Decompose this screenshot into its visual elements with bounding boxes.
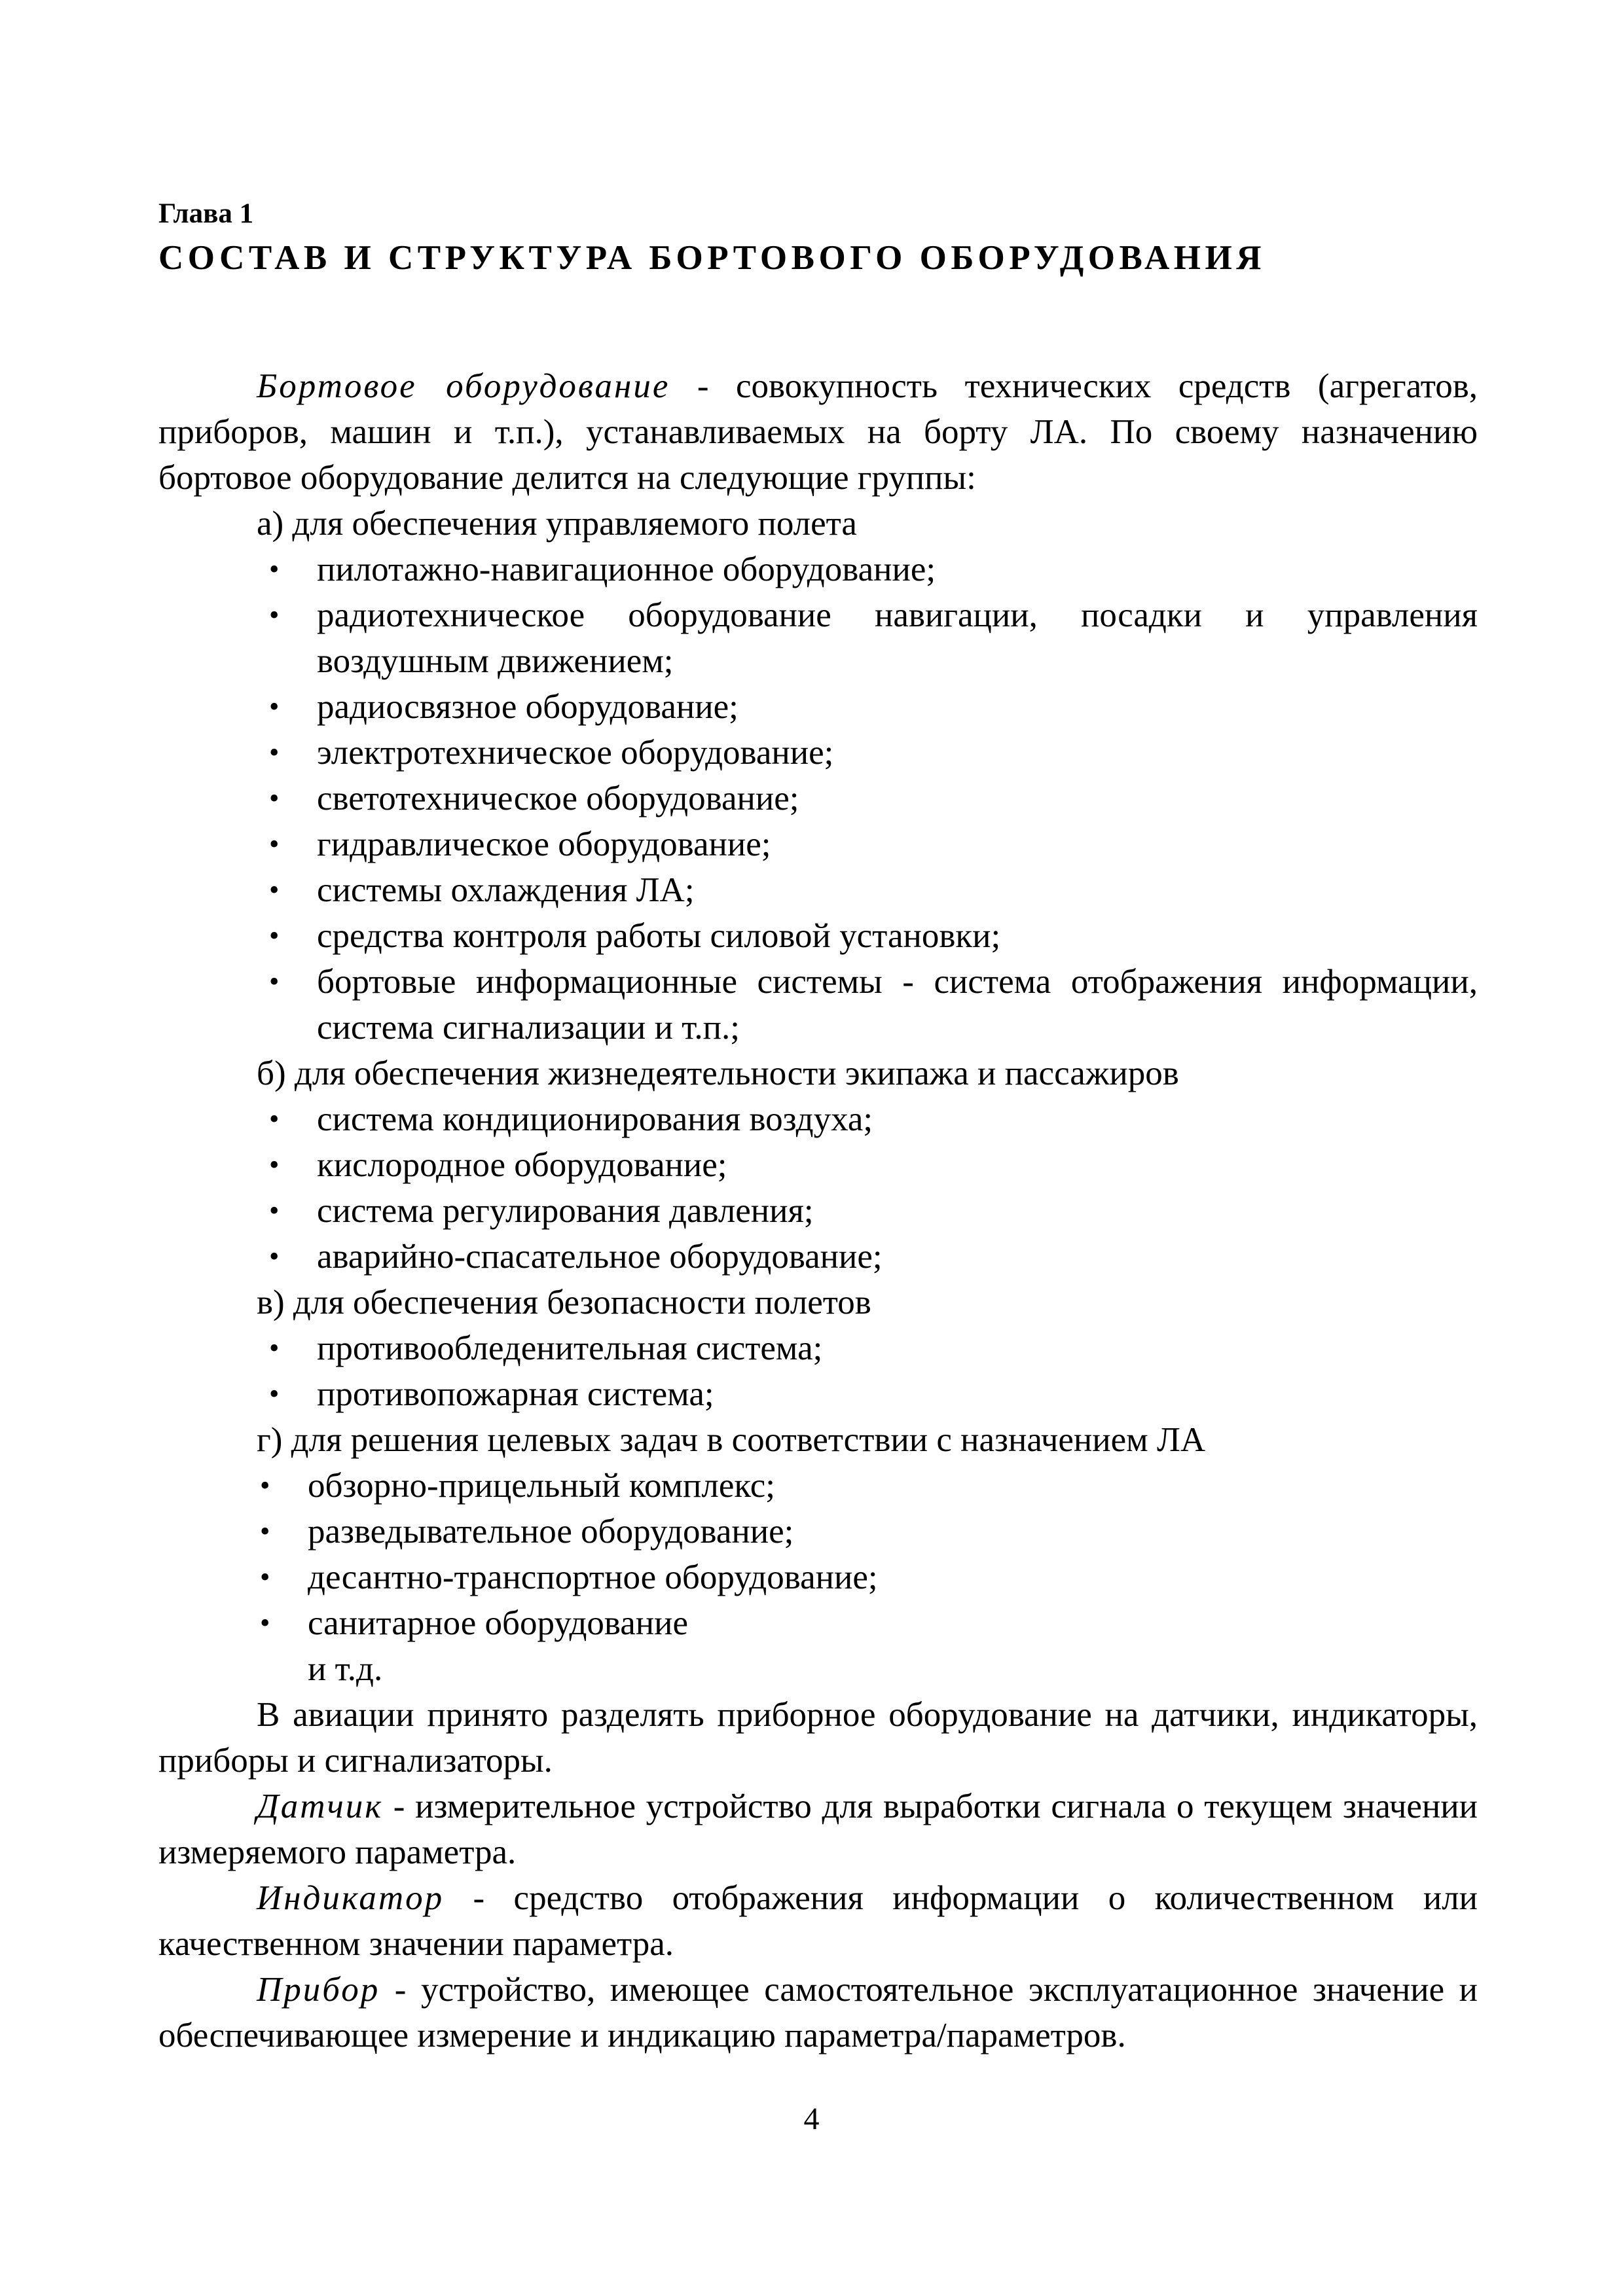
bullet-list (158, 1463, 1478, 1646)
list-item: • системы охлаждения ЛА; (317, 867, 1478, 913)
list-item: • бортовые информационные системы - система отображения информации, система сигнализации и т.п.; (317, 959, 1478, 1050)
list-item: • радиотехническое оборудование навигации, посадки и управления воздушным движением; (317, 592, 1478, 684)
definition-term: Прибор (257, 1971, 380, 2009)
bullet-icon: • (269, 1103, 280, 1135)
list-item: • санитарное оборудование (308, 1600, 1478, 1646)
list-item: • светотехническое оборудование; (317, 776, 1478, 821)
list-item: • радиосвязное оборудование; (317, 684, 1478, 730)
bullet-icon: • (269, 1240, 280, 1272)
definition-text: - средство отображения информации о количественном или качественном значении параметра. (158, 1879, 1478, 1963)
bullet-list (158, 1325, 1478, 1417)
definition-sensor (158, 1784, 1478, 1875)
bullet-icon: • (269, 1378, 280, 1410)
list-item: • аварийно-спасательное оборудование; (317, 1234, 1478, 1280)
aviation-paragraph: В авиации принято разделять приборное оборудование на датчики, индикаторы, приборы и сигнализаторы. (158, 1696, 1478, 1780)
bullet-icon: • (269, 691, 280, 723)
list-item: • электротехническое оборудование; (317, 730, 1478, 776)
bullet-icon: • (260, 1469, 270, 1501)
list-item: • разведывательное оборудование; (308, 1509, 1478, 1554)
definition-term: Датчик (257, 1787, 384, 1825)
definition-instrument (158, 1967, 1478, 2058)
bullet-icon: • (260, 1561, 270, 1593)
chapter-title: СОСТАВ И СТРУКТУРА БОРТОВОГО ОБОРУДОВАНИЯ (158, 239, 1266, 277)
group-heading: б) для обеспечения жизнедеятельности экипажа и пассажиров (257, 1054, 1179, 1092)
bullet-icon: • (269, 874, 280, 906)
bullet-list (158, 547, 1478, 1050)
bullet-icon: • (269, 828, 280, 860)
bullet-icon: • (260, 1515, 270, 1547)
bullet-icon: • (269, 920, 280, 952)
group-heading: г) для решения целевых задач в соответствии с назначением ЛА (257, 1421, 1206, 1459)
bullet-icon: • (269, 599, 280, 631)
etc-text: и т.д. (308, 1650, 383, 1688)
list-item: • противообледенительная система; (317, 1325, 1478, 1371)
bullet-icon: • (269, 553, 280, 585)
definition-text: - устройство, имеющее самостоятельное эксплуатационное значение и обеспечивающее измерение и индикацию параметра/параметров. (158, 1971, 1478, 2054)
intro-paragraph (158, 363, 1478, 501)
bullet-icon: • (269, 965, 280, 997)
list-item: • противопожарная система; (317, 1371, 1478, 1417)
chapter-label: Глава 1 (158, 198, 254, 229)
list-item: • обзорно-прицельный комплекс; (308, 1463, 1478, 1509)
group-heading: в) для обеспечения безопасности полетов (257, 1283, 871, 1321)
definition-indicator (158, 1875, 1478, 1967)
bullet-icon: • (269, 736, 280, 768)
bullet-icon: • (269, 1194, 280, 1227)
list-item: • гидравлическое оборудование; (317, 821, 1478, 867)
definition-term: Индикатор (257, 1879, 445, 1917)
list-item: • кислородное оборудование; (317, 1142, 1478, 1188)
intro-text: - совокупность технических средств (агрегатов, приборов, машин и т.п.), устанавливаемых на борту ЛА. По своему назначению бортовое оборудование делится на следующие группы: (158, 367, 1478, 497)
list-item: • пилотажно-навигационное оборудование; (317, 547, 1478, 592)
document-body (158, 363, 1478, 2058)
list-item: • система регулирования давления; (317, 1188, 1478, 1234)
bullet-icon: • (260, 1607, 270, 1639)
bullet-list (158, 1096, 1478, 1280)
definition-text: - измерительное устройство для выработки сигнала о текущем значении измеряемого параметра. (158, 1787, 1478, 1871)
intro-term: Бортовое оборудование (257, 367, 670, 405)
list-item: • десантно-транспортное оборудование; (308, 1554, 1478, 1600)
bullet-icon: • (269, 782, 280, 814)
bullet-icon: • (269, 1149, 280, 1181)
group-heading: а) для обеспечения управляемого полета (257, 505, 857, 543)
list-item: • система кондиционирования воздуха; (317, 1096, 1478, 1142)
list-item: • средства контроля работы силовой установки; (317, 913, 1478, 959)
bullet-icon: • (269, 1332, 280, 1364)
page-number: 4 (803, 2102, 820, 2136)
